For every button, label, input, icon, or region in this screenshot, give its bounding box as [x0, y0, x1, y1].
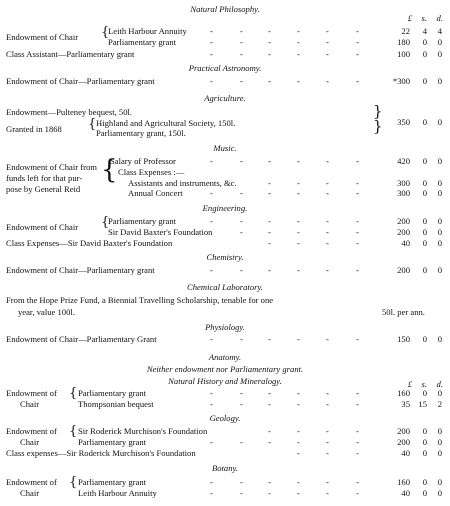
leader-dash: -: [297, 426, 300, 436]
shillings-value: 0: [422, 216, 427, 226]
leader-dash: -: [268, 178, 271, 188]
leader-dash: -: [240, 488, 243, 498]
leader-dash: -: [326, 37, 329, 47]
leader-dash: -: [268, 188, 271, 198]
shillings-value: 0: [422, 437, 427, 447]
pounds-value: 40: [401, 238, 410, 248]
pounds-value: 200: [397, 426, 410, 436]
pence-value: 4: [437, 26, 442, 36]
nh-chair-label: Chair: [20, 399, 40, 409]
leader-dash: -: [356, 477, 359, 487]
leader-dash: -: [356, 238, 359, 248]
leader-dash: -: [210, 188, 213, 198]
mu-expenses-label: Class Expenses :—: [118, 167, 185, 177]
leader-dash: -: [210, 488, 213, 498]
pence-value: 0: [437, 216, 442, 226]
leader-dash: -: [326, 334, 329, 344]
shillings-value: 0: [422, 334, 427, 344]
leader-dash: -: [297, 76, 300, 86]
leader-dash: -: [326, 188, 329, 198]
leader-dash: -: [268, 26, 271, 36]
shillings-value: 0: [422, 76, 427, 86]
leader-dash: -: [210, 388, 213, 398]
pence-header: d.: [436, 13, 443, 23]
leader-dash: -: [297, 399, 300, 409]
pence-value: 0: [437, 76, 442, 86]
leader-dash: -: [268, 76, 271, 86]
pence-value: 0: [437, 388, 442, 398]
pounds-value: 40: [401, 488, 410, 498]
leader-dash: -: [268, 37, 271, 47]
ge-murchison-label: Sir Roderick Murchison's Foundation: [78, 426, 208, 436]
leader-dash: -: [210, 37, 213, 47]
leader-dash: -: [297, 156, 300, 166]
mu-salary-label: Salary of Professor: [110, 156, 176, 166]
leader-dash: -: [268, 49, 271, 59]
pounds-value: 180: [397, 37, 410, 47]
leader-dash: -: [240, 26, 243, 36]
np-assistant-label: Class Assistant—Parliamentary grant: [6, 49, 135, 59]
pounds-header: £: [407, 13, 412, 23]
leader-dash: -: [356, 216, 359, 226]
leader-dash: -: [356, 156, 359, 166]
pounds-value: 100: [397, 49, 410, 59]
en-chair-label: Endowment of Chair: [6, 222, 79, 232]
left-brace: {: [88, 117, 97, 132]
leader-dash: -: [268, 227, 271, 237]
section-heading-natural-history: Natural History and Mineralogy.: [168, 376, 282, 386]
cl-amount: 50l. per ann.: [382, 307, 425, 317]
right-brace: }: [373, 117, 383, 135]
leader-dash: -: [240, 437, 243, 447]
np-parl-label: Parliamentary grant: [108, 37, 177, 47]
leader-dash: -: [356, 188, 359, 198]
leader-dash: -: [326, 448, 329, 458]
leader-dash: -: [356, 388, 359, 398]
leader-dash: -: [297, 477, 300, 487]
mu-concert-label: Annual Concert: [128, 188, 183, 198]
pounds-value: 200: [397, 437, 410, 447]
section-heading-chemistry: Chemistry.: [206, 252, 244, 262]
pounds-value: 160: [397, 477, 410, 487]
leader-dash: -: [326, 216, 329, 226]
section-heading-chemical-laboratory: Chemical Laboratory.: [187, 282, 263, 292]
leader-dash: -: [268, 334, 271, 344]
leader-dash: -: [210, 156, 213, 166]
leader-dash: -: [240, 188, 243, 198]
pence-value: 2: [437, 399, 442, 409]
leader-dash: -: [240, 227, 243, 237]
bo-endow-label: Endowment of: [6, 477, 57, 487]
section-heading-agriculture: Agriculture.: [204, 93, 246, 103]
leader-dash: -: [268, 426, 271, 436]
mu-assistants-label: Assistants and instruments, &c.: [128, 178, 237, 188]
leader-dash: -: [326, 477, 329, 487]
leader-dash: -: [268, 265, 271, 275]
pence-value: 0: [437, 437, 442, 447]
pounds-value: 22: [401, 26, 410, 36]
shillings-value: 0: [422, 477, 427, 487]
left-brace: {: [101, 155, 118, 185]
leader-dash: -: [356, 227, 359, 237]
pa-chair-label: Endowment of Chair—Parliamentary grant: [6, 76, 155, 86]
leader-dash: -: [297, 334, 300, 344]
shillings-value: 0: [422, 37, 427, 47]
shillings-value: 0: [422, 178, 427, 188]
leader-dash: -: [326, 49, 329, 59]
leader-dash: -: [268, 238, 271, 248]
pence-value: 0: [437, 156, 442, 166]
shillings-header: s.: [421, 379, 427, 389]
leader-dash: -: [240, 37, 243, 47]
leader-dash: -: [210, 76, 213, 86]
nh-thompson-label: Thompsonian bequest: [78, 399, 154, 409]
shillings-value: 0: [422, 488, 427, 498]
shillings-value: 0: [422, 265, 427, 275]
leader-dash: -: [326, 227, 329, 237]
pence-value: 0: [437, 426, 442, 436]
pence-value: 0: [437, 265, 442, 275]
section-heading-engineering: Engineering.: [202, 203, 248, 213]
ge-parl-label: Parliamentary grant: [78, 437, 147, 447]
section-heading-anatomy: Anatomy.: [208, 352, 242, 362]
leader-dash: -: [297, 238, 300, 248]
left-brace: {: [101, 25, 110, 40]
pounds-value: 40: [401, 448, 410, 458]
np-leith-label: Leith Harbour Annuity: [108, 26, 187, 36]
shillings-value: 4: [422, 26, 427, 36]
anatomy-note: Neither endowment nor Parliamentary grant.: [146, 364, 304, 374]
leader-dash: -: [326, 426, 329, 436]
cl-line-1: From the Hope Prize Fund, a Biennial Travelling Scholarship, tenable for one: [6, 295, 274, 305]
leader-dash: -: [356, 76, 359, 86]
leader-dash: -: [240, 216, 243, 226]
leader-dash: -: [297, 178, 300, 188]
shillings-value: 0: [422, 117, 427, 127]
left-brace: {: [69, 386, 78, 401]
leader-dash: -: [356, 178, 359, 188]
ch-chair-label: Endowment of Chair—Parliamentary grant: [6, 265, 155, 275]
leader-dash: -: [210, 334, 213, 344]
shillings-value: 0: [422, 227, 427, 237]
leader-dash: -: [268, 488, 271, 498]
leader-dash: -: [356, 426, 359, 436]
pence-value: 0: [437, 238, 442, 248]
ag-highland-label: Highland and Agricultural Society, 150l.: [96, 118, 236, 128]
left-brace: {: [69, 475, 78, 490]
leader-dash: -: [326, 238, 329, 248]
leader-dash: -: [297, 188, 300, 198]
leader-dash: -: [297, 448, 300, 458]
pence-value: 0: [437, 117, 442, 127]
leader-dash: -: [268, 399, 271, 409]
section-heading-geology: Geology.: [209, 413, 241, 423]
leader-dash: -: [240, 49, 243, 59]
shillings-value: 15: [418, 399, 427, 409]
ag-parl-label: Parliamentary grant, 150l.: [96, 128, 186, 138]
pence-value: 0: [437, 488, 442, 498]
shillings-value: 0: [422, 426, 427, 436]
pence-value: 0: [437, 334, 442, 344]
leader-dash: -: [268, 477, 271, 487]
section-heading-physiology: Physiology.: [205, 322, 245, 332]
pence-value: 0: [437, 49, 442, 59]
pounds-header: £: [407, 379, 412, 389]
leader-dash: -: [356, 437, 359, 447]
leader-dash: -: [297, 488, 300, 498]
pounds-value: 300: [397, 178, 410, 188]
cl-line-2: year, value 100l.: [18, 307, 75, 317]
shillings-value: 0: [422, 388, 427, 398]
leader-dash: -: [326, 437, 329, 447]
shillings-value: 0: [422, 448, 427, 458]
ag-pulteney-label: Endowment—Pulteney bequest, 50l.: [6, 107, 133, 117]
leader-dash: -: [210, 26, 213, 36]
mu-chair-label-1: Endowment of Chair from: [6, 162, 97, 172]
ge-chair-label: Chair: [20, 437, 40, 447]
pence-value: 0: [437, 477, 442, 487]
ge-endow-label: Endowment of: [6, 426, 57, 436]
pounds-value: 200: [397, 216, 410, 226]
nh-endow-label: Endowment of: [6, 388, 57, 398]
leader-dash: -: [240, 76, 243, 86]
leader-dash: -: [297, 49, 300, 59]
leader-dash: -: [210, 49, 213, 59]
leader-dash: -: [326, 399, 329, 409]
shillings-value: 0: [422, 49, 427, 59]
leader-dash: -: [297, 265, 300, 275]
en-baxter-label: Sir David Baxter's Foundation: [108, 227, 213, 237]
pounds-value: 35: [401, 399, 410, 409]
leader-dash: -: [356, 399, 359, 409]
pounds-value: 420: [397, 156, 410, 166]
leader-dash: -: [268, 388, 271, 398]
shillings-value: 0: [422, 188, 427, 198]
nh-parl-label: Parliamentary grant: [78, 388, 147, 398]
leader-dash: -: [356, 26, 359, 36]
leader-dash: -: [326, 76, 329, 86]
leader-dash: -: [297, 437, 300, 447]
shillings-value: 0: [422, 156, 427, 166]
leader-dash: -: [356, 488, 359, 498]
pence-value: 0: [437, 448, 442, 458]
leader-dash: -: [297, 26, 300, 36]
leader-dash: -: [297, 37, 300, 47]
mu-chair-label-2: funds left for that pur-: [6, 173, 83, 183]
ag-granted-label: Granted in 1868: [6, 124, 62, 134]
left-brace: {: [101, 215, 110, 230]
bo-leith-label: Leith Harbour Annuity: [78, 488, 157, 498]
leader-dash: -: [210, 216, 213, 226]
pence-value: 0: [437, 188, 442, 198]
np-chair-label: Endowment of Chair: [6, 32, 79, 42]
pence-value: 0: [437, 37, 442, 47]
pounds-value: 200: [397, 227, 410, 237]
leader-dash: -: [268, 437, 271, 447]
leader-dash: -: [297, 227, 300, 237]
ph-chair-label: Endowment of Chair—Parliamentary Grant: [6, 334, 157, 344]
leader-dash: -: [240, 334, 243, 344]
section-heading-botany: Botany.: [211, 463, 239, 473]
pounds-value: 350: [397, 117, 410, 127]
leader-dash: -: [326, 488, 329, 498]
leader-dash: -: [268, 216, 271, 226]
section-heading-practical-astronomy: Practical Astronomy.: [188, 63, 262, 73]
leader-dash: -: [240, 388, 243, 398]
shillings-header: s.: [421, 13, 427, 23]
leader-dash: -: [268, 156, 271, 166]
shillings-value: 0: [422, 238, 427, 248]
leader-dash: -: [356, 37, 359, 47]
leader-dash: -: [356, 49, 359, 59]
section-heading-music: Music.: [213, 143, 237, 153]
leader-dash: -: [356, 448, 359, 458]
section-heading-natural-philosophy: Natural Philosophy.: [190, 4, 260, 14]
bo-parl-label: Parliamentary grant: [78, 477, 147, 487]
right-brace: }: [373, 102, 383, 120]
pounds-value: 150: [397, 334, 410, 344]
pence-value: 0: [437, 178, 442, 188]
leader-dash: -: [326, 156, 329, 166]
leader-dash: -: [210, 437, 213, 447]
pence-value: 0: [437, 227, 442, 237]
pounds-value: 300: [397, 188, 410, 198]
leader-dash: -: [240, 399, 243, 409]
pounds-value: *300: [392, 76, 410, 86]
en-parl-label: Parliamentary grant: [108, 216, 177, 226]
leader-dash: -: [326, 265, 329, 275]
pounds-value: 200: [397, 265, 410, 275]
left-brace: {: [69, 424, 78, 439]
pence-header: d.: [436, 379, 443, 389]
leader-dash: -: [240, 265, 243, 275]
leader-dash: -: [240, 477, 243, 487]
ge-class-label: Class expenses—Sir Roderick Murchison's Foundation: [6, 448, 196, 458]
leader-dash: -: [240, 156, 243, 166]
mu-chair-label-3: pose by General Reid: [6, 184, 81, 194]
leader-dash: -: [210, 399, 213, 409]
leader-dash: -: [210, 265, 213, 275]
leader-dash: -: [297, 388, 300, 398]
leader-dash: -: [326, 388, 329, 398]
bo-chair-label: Chair: [20, 488, 40, 498]
leader-dash: -: [356, 334, 359, 344]
leader-dash: -: [356, 265, 359, 275]
pounds-value: 160: [397, 388, 410, 398]
leader-dash: -: [297, 216, 300, 226]
en-class-label: Class Expenses—Sir David Baxter's Foundation: [6, 238, 173, 248]
leader-dash: -: [210, 477, 213, 487]
leader-dash: -: [326, 26, 329, 36]
leader-dash: -: [326, 178, 329, 188]
